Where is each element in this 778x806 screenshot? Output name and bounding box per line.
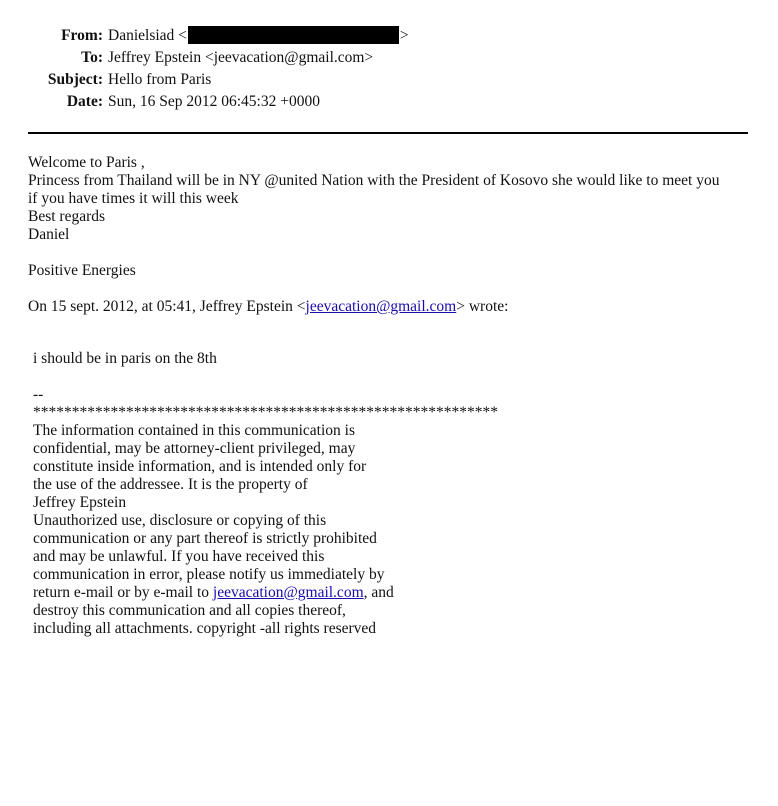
from-row bbox=[0, 25, 778, 47]
quoted-text: i should be in paris on the 8th bbox=[33, 350, 217, 367]
greeting: Welcome to Paris , bbox=[28, 154, 145, 171]
disclaimer-return-line bbox=[33, 584, 768, 602]
quote-intro-email-link[interactable]: jeevacation@gmail.com bbox=[305, 298, 457, 315]
from-close-bracket: > bbox=[399, 27, 409, 44]
from-open-bracket: < bbox=[178, 27, 187, 44]
disclaimer-line: confidential, may be attorney-client privileged, may bbox=[33, 440, 356, 457]
from-label: From: bbox=[61, 27, 103, 44]
spacer bbox=[28, 280, 768, 298]
message-line-2: if you have times it will this week bbox=[28, 190, 239, 207]
disclaimer-line: communication in error, please notify us immediately by bbox=[33, 566, 385, 583]
to-row bbox=[0, 47, 778, 69]
return-prefix: return e-mail or by e-mail to bbox=[33, 584, 213, 601]
signature-dash: -- bbox=[33, 386, 44, 403]
disclaimer-line: the use of the addressee. It is the property of bbox=[33, 476, 308, 493]
date-label: Date: bbox=[66, 93, 103, 110]
signature: Daniel bbox=[28, 226, 70, 243]
disclaimer-line: and may be unlawful. If you have received this bbox=[33, 548, 325, 565]
spacer bbox=[33, 368, 768, 386]
message-line-1: Princess from Thailand will be in NY @united Nation with the President of Kosovo she would like to meet you bbox=[28, 172, 720, 189]
spacer bbox=[28, 244, 768, 262]
redaction-block bbox=[188, 26, 399, 44]
disclaimer-email-link[interactable]: jeevacation@gmail.com bbox=[212, 584, 364, 601]
disclaimer-line: communication or any part thereof is strictly prohibited bbox=[33, 530, 377, 547]
spacer bbox=[28, 334, 768, 350]
header-divider bbox=[28, 132, 748, 134]
disclaimer-line: constitute inside information, and is intended only for bbox=[33, 458, 367, 475]
tagline: Positive Energies bbox=[28, 262, 136, 279]
spacer bbox=[28, 316, 768, 334]
quoted-message bbox=[28, 350, 768, 638]
closing: Best regards bbox=[28, 208, 106, 225]
subject-label: Subject: bbox=[47, 71, 103, 88]
quote-intro-suffix: > wrote: bbox=[456, 298, 509, 315]
date-value: Sun, 16 Sep 2012 06:45:32 +0000 bbox=[108, 93, 320, 110]
date-row bbox=[0, 91, 778, 113]
return-suffix: , and bbox=[363, 584, 394, 601]
disclaimer-line: Jeffrey Epstein bbox=[33, 494, 127, 511]
from-value bbox=[108, 25, 409, 47]
subject-value: Hello from Paris bbox=[108, 71, 212, 88]
disclaimer-line: including all attachments. copyright -all rights reserved bbox=[33, 620, 377, 637]
email-body bbox=[28, 154, 768, 638]
email-header bbox=[0, 25, 778, 113]
quote-intro-prefix: On 15 sept. 2012, at 05:41, Jeffrey Epstein < bbox=[28, 298, 306, 315]
subject-row bbox=[0, 69, 778, 91]
to-value: Jeffrey Epstein <jeevacation@gmail.com> bbox=[108, 49, 374, 66]
disclaimer-line: The information contained in this communication is bbox=[33, 422, 355, 439]
to-label: To: bbox=[81, 49, 103, 66]
disclaimer-line: destroy this communication and all copies thereof, bbox=[33, 602, 346, 619]
disclaimer-line: Unauthorized use, disclosure or copying of this bbox=[33, 512, 327, 529]
from-name: Danielsiad bbox=[108, 27, 175, 44]
quote-intro bbox=[28, 298, 768, 316]
stars-divider: ************************************************************ bbox=[33, 404, 498, 421]
